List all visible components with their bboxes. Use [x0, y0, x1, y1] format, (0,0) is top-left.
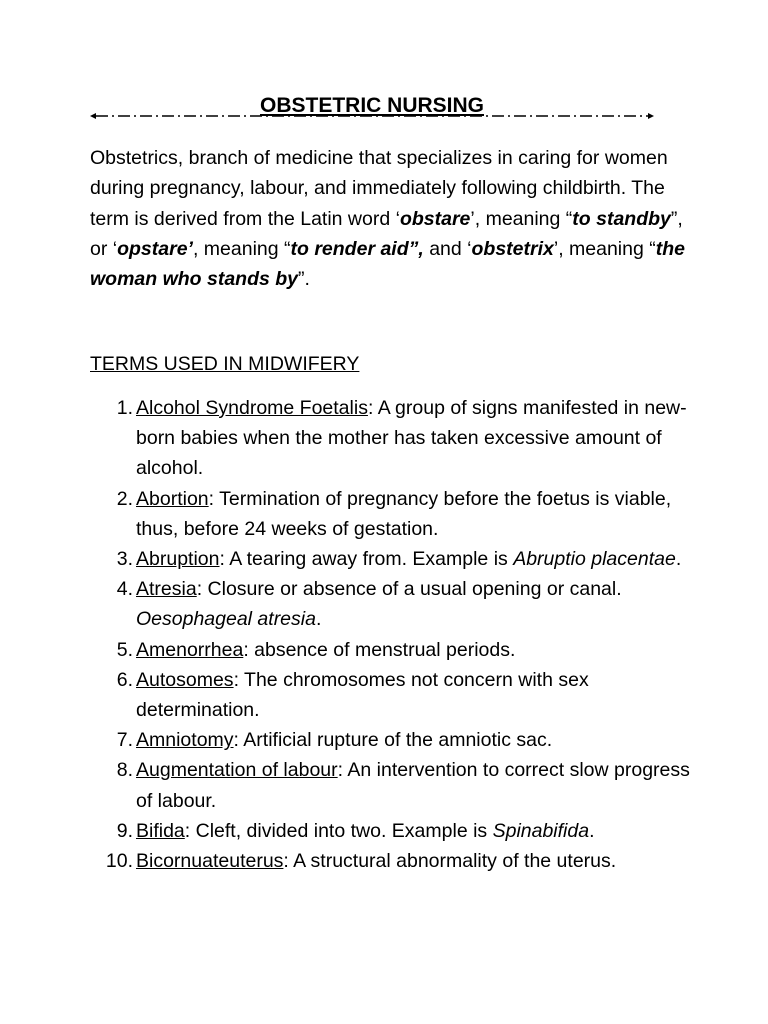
term-name: Alcohol Syndrome Foetalis	[136, 397, 368, 419]
term-tail: .	[589, 819, 595, 842]
term-name: Autosomes	[136, 668, 234, 691]
term-name: Abortion	[136, 487, 209, 510]
list-item	[90, 544, 690, 574]
title-block	[90, 92, 654, 128]
list-item	[90, 846, 690, 876]
term-definition: : The chromosomes not concern with sex determination.	[136, 668, 589, 722]
list-number: 10.	[105, 850, 133, 873]
term-obstare: obstare	[399, 207, 471, 230]
term-name: Bicornuateuterus	[136, 850, 284, 873]
list-item	[90, 755, 690, 815]
list-number: 6.	[116, 668, 133, 691]
intro-text: , meaning “	[192, 237, 291, 260]
terms-list	[90, 393, 690, 876]
term-to-render-aid: to render aid”,	[290, 237, 424, 260]
page-title: OBSTETRIC NURSING	[259, 94, 484, 117]
term-definition: : Closure or absence of a usual opening or canal.	[196, 578, 622, 601]
intro-text: ’, meaning “	[553, 237, 656, 260]
term-definition: : An intervention to correct slow progress of labour.	[136, 759, 690, 812]
term-definition: : A group of signs manifested in new-born babies when the mother has taken excessive amount of alcohol.	[136, 397, 687, 480]
term-definition: : Artificial rupture of the amniotic sac.	[233, 729, 553, 752]
section-heading: TERMS USED IN MIDWIFERY	[90, 353, 360, 375]
list-number: 3.	[116, 548, 133, 571]
intro-text: ”, or ‘	[90, 207, 683, 260]
term-example: Abruptio placentae	[513, 548, 676, 571]
list-item	[90, 725, 690, 755]
intro-text: and ‘	[423, 237, 472, 260]
intro-paragraph	[90, 143, 690, 294]
intro-text: ’, meaning “	[470, 207, 573, 230]
list-item	[90, 665, 690, 725]
list-number: 7.	[116, 729, 133, 752]
term-opstare: opstare’	[117, 237, 193, 260]
term-to-standby: to standby	[572, 207, 671, 230]
term-definition: : Cleft, divided into two. Example is	[184, 819, 493, 842]
list-item	[90, 484, 690, 544]
term-obstetrix: obstetrix	[471, 237, 554, 260]
list-number: 8.	[116, 759, 133, 782]
term-name: Augmentation of labour	[136, 759, 338, 782]
term-example: Oesophageal atresia	[136, 608, 316, 631]
term-definition: : A tearing away from. Example is	[219, 548, 514, 571]
list-item	[90, 635, 690, 665]
list-number: 2.	[116, 487, 133, 510]
term-name: Bifida	[136, 819, 185, 842]
list-number: 4.	[116, 578, 133, 601]
list-number: 5.	[116, 638, 133, 661]
term-tail: .	[675, 548, 682, 571]
term-definition: : absence of menstrual periods.	[243, 638, 516, 661]
list-item	[90, 574, 690, 634]
term-name: Amniotomy	[136, 729, 234, 752]
term-woman-who-stands-by: the woman who stands by	[90, 237, 685, 291]
list-number: 1.	[116, 397, 133, 419]
intro-text: ”.	[298, 268, 310, 291]
term-name: Atresia	[136, 578, 197, 601]
list-number: 9.	[116, 819, 133, 842]
intro-text: Obstetrics, branch of medicine that specializes in caring for women during pregnancy, labour, and immediately following childbirth. The term is derived from the Latin word ‘	[90, 147, 668, 230]
term-name: Abruption	[136, 548, 220, 571]
term-tail: .	[315, 608, 322, 631]
list-item	[90, 393, 690, 484]
term-definition: : A structural abnormality of the uterus.	[283, 850, 617, 873]
term-definition: : Termination of pregnancy before the foetus is viable, thus, before 24 weeks of gestation.	[136, 487, 672, 540]
list-item	[90, 816, 690, 846]
term-name: Amenorrhea	[136, 638, 244, 661]
term-example: Spinabifida	[492, 819, 590, 842]
